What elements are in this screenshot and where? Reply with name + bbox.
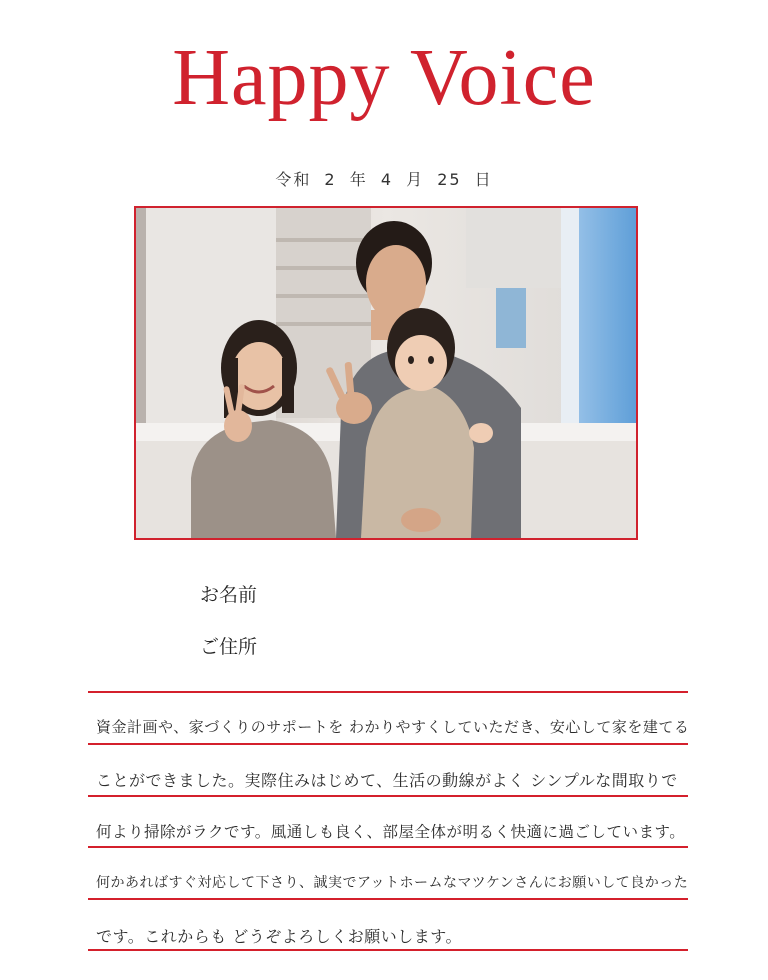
comment-line-1: 資金計画や、家づくりのサポートを わかりやすくしていただき、安心して家を建てる	[96, 718, 690, 736]
comment-line-2: ことができました。実際住みはじめて、生活の動線がよく シンプルな間取りで	[96, 771, 678, 790]
name-label: お名前	[200, 584, 258, 606]
ruled-line	[88, 743, 688, 745]
ruled-line	[88, 846, 688, 848]
ruled-line	[88, 898, 688, 900]
family-photo-illustration	[136, 208, 636, 538]
ruled-line	[88, 691, 688, 693]
date-month: 4	[380, 170, 393, 189]
date-month-unit: 月	[406, 170, 425, 189]
page-title: Happy Voice	[172, 34, 596, 122]
comment-line-4: 何かあればすぐ対応して下さり、誠実でアットホームなマツケンさんにお願いして良かった	[96, 875, 689, 891]
ruled-line	[88, 795, 688, 797]
comment-line-3: 何より掃除がラクです。風通しも良く、部屋全体が明るく快適に過ごしています。	[96, 823, 686, 841]
ruled-line	[88, 949, 688, 951]
comment-line-5: です。これからも どうぞよろしくお願いします。	[96, 927, 463, 946]
address-label: ご住所	[200, 636, 258, 658]
date-era: 令和	[275, 170, 312, 189]
date-year-unit: 年	[349, 170, 368, 189]
date-line	[0, 167, 768, 190]
date-year: 2	[324, 170, 337, 189]
date-day: 25	[437, 170, 462, 189]
date-day-unit: 日	[474, 170, 493, 189]
family-photo	[134, 206, 638, 540]
